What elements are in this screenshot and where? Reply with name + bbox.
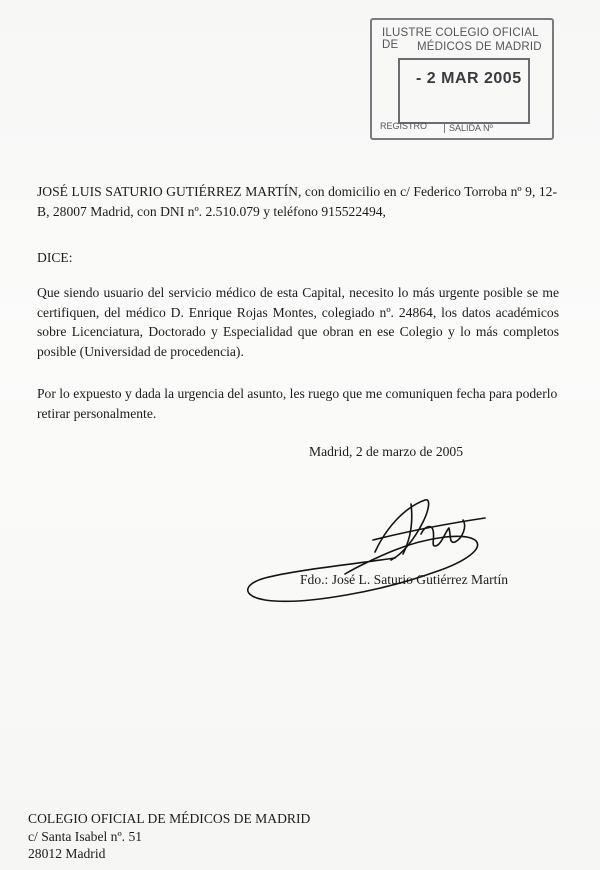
recipient-name: COLEGIO OFICIAL DE MÉDICOS DE MADRID (28, 811, 311, 826)
recipient-street: c/ Santa Isabel nº. 51 (28, 828, 143, 844)
signed-by: Fdo.: José L. Saturio Gutiérrez Martín (300, 572, 509, 587)
place-and-date: Madrid, 2 de marzo de 2005 (309, 444, 464, 459)
stamp-date-box (398, 58, 530, 124)
stamp-salida: SALIDA Nº (444, 123, 493, 133)
recipient-address (28, 810, 310, 863)
stamp-registro: REGISTRO (380, 121, 428, 131)
stamp-date: - 2 MAR 2005 (416, 70, 522, 87)
handwritten-signature (235, 490, 495, 615)
recipient-city: 28012 Madrid (28, 846, 106, 861)
registry-stamp (370, 18, 554, 140)
stamp-line-1: ILUSTRE COLEGIO OFICIAL DE (382, 27, 539, 51)
dice-heading: DICE: (37, 250, 73, 265)
request-paragraph: Que siendo usuario del servicio médico de esta Capital, necesito lo más urgente posible se me certifiquen, del médico D. Enrique Rojas Montes, colegiado nº. 24864, los datos académicos sobre Licenciatura, Doctorado y Especialidad que obran en ese Colegio y lo más completos posible (Universidad de procedencia). (37, 285, 559, 359)
closing-paragraph: Por lo expuesto y dada la urgencia del asunto, les ruego que me comuniquen fecha para poderlo retirar personalmente. (37, 386, 558, 421)
stamp-line-2: MÉDICOS DE MADRID (417, 41, 542, 53)
sender-intro: JOSÉ LUIS SATURIO GUTIÉRREZ MARTÍN, con domicilio en c/ Federico Torroba nº 9, 12-B, 28007 Madrid, con DNI nº. 2.510.079 y teléfono 915522494, (37, 184, 557, 219)
